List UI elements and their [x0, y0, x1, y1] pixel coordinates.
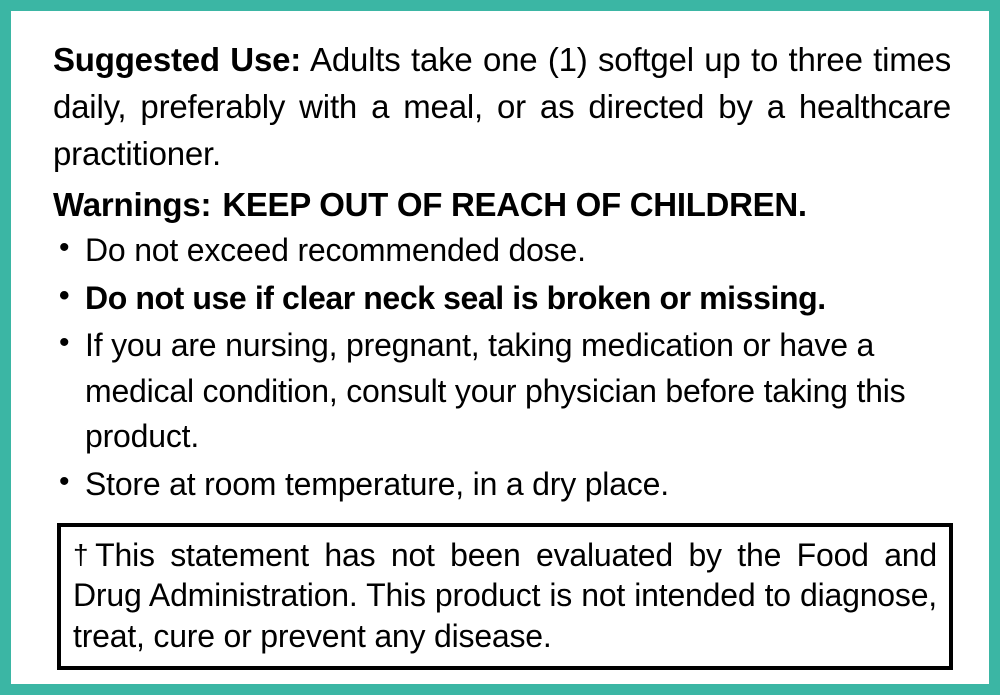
warnings-heading: Warnings: — [53, 185, 212, 223]
list-item-text: Do not use if clear neck seal is broken or missing. — [85, 279, 826, 316]
bullet-icon: • — [59, 326, 70, 360]
list-item — [53, 276, 955, 321]
warnings-heading-line — [53, 184, 955, 227]
fda-disclaimer-text: This statement has not been evaluated by the Food and Drug Administration. This product is not intended to diagnose, treat, cure or prevent any disease. — [73, 537, 938, 654]
bullet-icon: • — [59, 278, 70, 312]
fda-disclaimer-paragraph — [73, 535, 937, 656]
suggested-use-body: Adults take one (1) softgel up to three times daily, preferably with a meal, or as directed by a healthcare practitioner. — [53, 41, 951, 172]
list-item-text: Do not exceed recommended dose. — [85, 232, 586, 269]
list-item-text: If you are nursing, pregnant, taking medication or have a medical condition, consult your physician before taking this product. — [85, 327, 906, 455]
suggested-use-heading: Suggested Use: — [53, 41, 302, 78]
list-item — [53, 462, 955, 507]
dagger-symbol: † — [73, 539, 96, 571]
bullet-icon: • — [59, 231, 70, 265]
list-item — [53, 323, 955, 459]
list-item-text: Store at room temperature, in a dry place. — [85, 465, 669, 502]
list-item — [53, 228, 955, 273]
keep-out-of-reach-text: KEEP OUT OF REACH OF CHILDREN. — [222, 185, 807, 223]
bullet-icon: • — [59, 464, 70, 498]
warnings-list — [53, 228, 955, 507]
fda-disclaimer-box — [57, 523, 953, 670]
suggested-use-paragraph — [53, 37, 955, 178]
